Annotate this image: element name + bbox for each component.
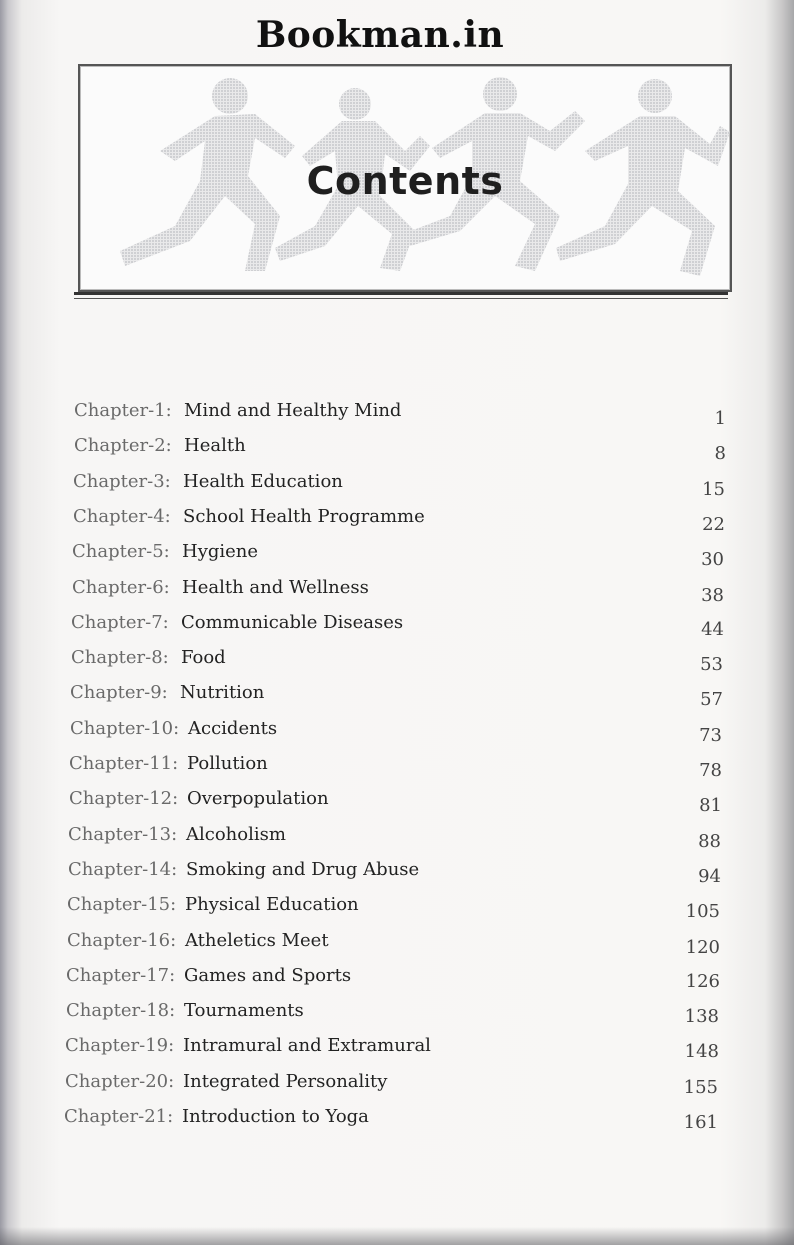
toc-entry (0, 820, 794, 850)
page-number: 1 (714, 408, 726, 429)
chapter-number: Chapter-8: (71, 647, 169, 668)
chapter-number: Chapter-6: (72, 577, 170, 598)
chapter-title: Hygiene (182, 541, 259, 562)
chapter-title: Mind and Healthy Mind (184, 400, 402, 421)
chapter-number: Chapter-11: (69, 753, 179, 774)
page-number: 120 (685, 937, 720, 958)
page-number: 138 (684, 1006, 719, 1027)
chapter-number: Chapter-16: (67, 930, 177, 951)
chapter-number: Chapter-20: (65, 1071, 175, 1092)
chapter-title: Health and Wellness (182, 577, 369, 598)
chapter-number: Chapter-5: (72, 541, 170, 562)
chapter-title: Health (184, 435, 246, 456)
toc-entry (0, 926, 794, 956)
chapter-title: Games and Sports (184, 965, 352, 986)
toc-entry (0, 961, 794, 991)
chapter-number: Chapter-14: (68, 859, 178, 880)
page-number: 15 (702, 479, 725, 500)
chapter-number: Chapter-15: (67, 894, 177, 915)
page-number: 78 (699, 760, 722, 781)
chapter-number: Chapter-13: (68, 824, 178, 845)
page-number: 22 (702, 514, 725, 535)
chapter-title: Pollution (187, 753, 268, 774)
toc-entry (0, 573, 794, 606)
chapter-number: Chapter-7: (71, 612, 169, 633)
chapter-number: Chapter-2: (74, 435, 172, 456)
page-number: 73 (699, 725, 722, 746)
toc-entry (0, 1031, 794, 1061)
page-number: 8 (714, 443, 726, 464)
toc-entry (0, 749, 794, 779)
toc-entry (0, 643, 794, 673)
chapter-number: Chapter-3: (73, 471, 171, 492)
banner-underline-thin (74, 298, 728, 299)
chapter-number: Chapter-10: (70, 718, 180, 739)
page-bottom-shadow (0, 1227, 794, 1245)
chapter-number: Chapter-21: (64, 1106, 174, 1127)
toc-entry (0, 678, 794, 708)
chapter-number: Chapter-12: (69, 788, 179, 809)
toc-entry (0, 467, 794, 500)
toc-entry (0, 431, 794, 464)
page-number: 148 (684, 1041, 719, 1062)
chapter-title: Overpopulation (187, 788, 329, 809)
page-number: 53 (700, 654, 723, 675)
chapter-title: Health Education (183, 471, 343, 492)
toc-entry (0, 890, 794, 920)
toc-entry (0, 537, 794, 570)
chapter-title: Communicable Diseases (181, 612, 404, 633)
page-number: 126 (685, 971, 720, 992)
page-number: 81 (699, 795, 722, 816)
page-number: 155 (683, 1077, 718, 1098)
chapter-title: Alcoholism (186, 824, 286, 845)
page-number: 105 (685, 901, 720, 922)
toc-entry (0, 502, 794, 535)
toc-entry (0, 1067, 794, 1097)
toc-entry (0, 784, 794, 814)
chapter-title: Introduction to Yoga (182, 1106, 369, 1127)
chapter-title: Physical Education (185, 894, 359, 915)
contents-heading: Contents (306, 159, 504, 203)
chapter-title: Intramural and Extramural (183, 1035, 431, 1056)
page-number: 94 (698, 866, 721, 887)
chapter-title: Smoking and Drug Abuse (186, 859, 420, 880)
toc-entry (0, 714, 794, 744)
page-number: 57 (700, 689, 723, 710)
toc-entry (0, 396, 794, 429)
chapter-number: Chapter-18: (66, 1000, 176, 1021)
chapter-title: Integrated Personality (183, 1071, 388, 1092)
page-number: 88 (698, 831, 721, 852)
toc-entry (0, 1102, 794, 1132)
chapter-number: Chapter-17: (66, 965, 176, 986)
chapter-number: Chapter-4: (73, 506, 171, 527)
chapter-number: Chapter-19: (65, 1035, 175, 1056)
page-number: 161 (683, 1112, 718, 1133)
chapter-title: Food (181, 647, 226, 668)
chapter-title: Atheletics Meet (185, 930, 329, 951)
chapter-number: Chapter-1: (74, 400, 172, 421)
banner-underline-thick (74, 292, 728, 295)
toc-entry (0, 996, 794, 1026)
chapter-number: Chapter-9: (70, 682, 168, 703)
page-number: 30 (701, 549, 724, 570)
chapter-title: Nutrition (180, 682, 265, 703)
page-number: 38 (701, 585, 724, 606)
page-number: 44 (701, 619, 724, 640)
chapter-title: Accidents (188, 718, 278, 739)
chapter-title: Tournaments (184, 1000, 304, 1021)
contents-banner (78, 64, 732, 292)
site-watermark-title: Bookman.in (255, 14, 505, 56)
chapter-title: School Health Programme (183, 506, 425, 527)
toc-entry (0, 855, 794, 885)
toc-entry (0, 608, 794, 638)
